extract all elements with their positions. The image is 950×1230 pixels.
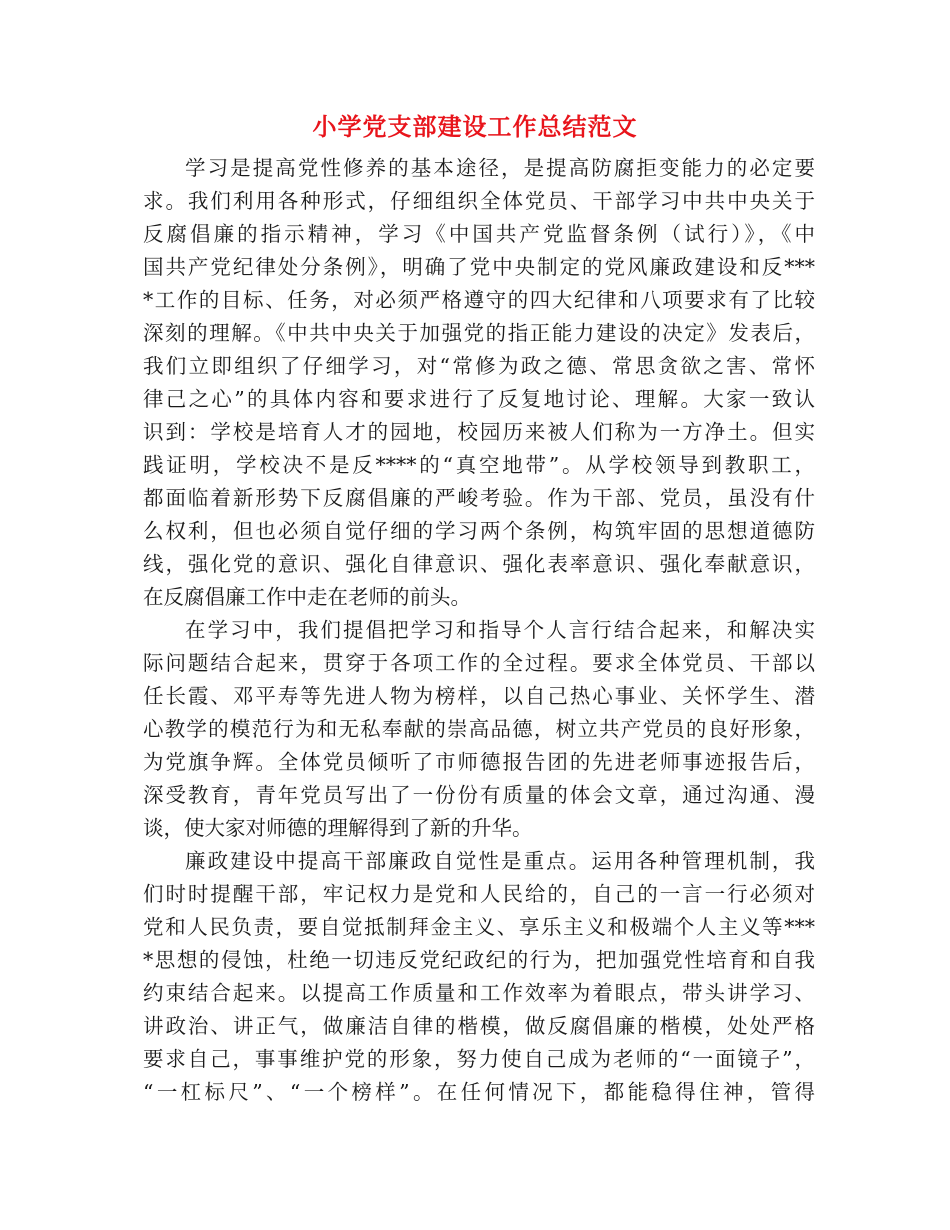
text-line: 廉政建设中提高干部廉政自觉性是重点。运用各种管理机制，我 bbox=[185, 849, 815, 873]
paragraph-3 bbox=[143, 845, 815, 1109]
text-line: 要求自己，事事维护党的形象，努力使自己成为老师的“一面镜子”， bbox=[143, 1047, 815, 1071]
text-line: 谈，使大家对师德的理解得到了新的升华。 bbox=[143, 816, 533, 840]
text-line: *思想的侵蚀，杜绝一切违反党纪政纪的行为，把加强党性培育和自我 bbox=[143, 948, 815, 972]
text-line: “一杠标尺”、“一个榜样”。在任何情况下，都能稳得住神，管得 bbox=[143, 1080, 815, 1104]
text-line: 践证明，学校决不是反****的“真空地带”。从学校领导到教职工， bbox=[143, 453, 815, 477]
text-line: *工作的目标、任务，对必须严格遵守的四大纪律和八项要求有了比较 bbox=[143, 288, 815, 312]
text-line: 识到：学校是培育人才的园地，校园历来被人们称为一方净土。但实 bbox=[143, 420, 815, 444]
text-line: 在反腐倡廉工作中走在老师的前头。 bbox=[143, 585, 471, 609]
text-line: 线，强化党的意识、强化自律意识、强化表率意识、强化奉献意识， bbox=[143, 552, 815, 576]
text-line: 反腐倡廉的指示精神，学习《中国共产党监督条例（试行）》，《中 bbox=[143, 222, 815, 246]
text-line: 讲政治、讲正气，做廉洁自律的楷模，做反腐倡廉的楷模，处处严格 bbox=[143, 1014, 815, 1038]
paragraph-1 bbox=[143, 152, 815, 614]
text-line: 深受教育，青年党员写出了一份份有质量的体会文章，通过沟通、漫 bbox=[143, 783, 815, 807]
text-line: 心教学的模范行为和无私奉献的崇高品德，树立共产党员的良好形象， bbox=[143, 717, 815, 741]
document-title: 小学党支部建设工作总结范文 bbox=[312, 112, 638, 141]
text-line: 求。我们利用各种形式，仔细组织全体党员、干部学习中共中央关于 bbox=[143, 189, 815, 213]
text-line: 任长霞、邓平寿等先进人物为榜样，以自己热心事业、关怀学生、潜 bbox=[143, 684, 815, 708]
text-line: 律己之心”的具体内容和要求进行了反复地讨论、理解。大家一致认 bbox=[143, 387, 815, 411]
text-line: 约束结合起来。以提高工作质量和工作效率为着眼点，带头讲学习、 bbox=[143, 981, 815, 1005]
text-line: 党和人民负责，要自觉抵制拜金主义、享乐主义和极端个人主义等*** bbox=[143, 915, 815, 939]
text-line: 国共产党纪律处分条例》，明确了党中央制定的党风廉政建设和反*** bbox=[143, 255, 815, 279]
paragraph-2 bbox=[143, 614, 815, 845]
text-line: 都面临着新形势下反腐倡廉的严峻考验。作为干部、党员，虽没有什 bbox=[143, 486, 815, 510]
text-line: 深刻的理解。《中共中央关于加强党的指正能力建设的决定》发表后， bbox=[143, 321, 815, 345]
text-line: 在学习中，我们提倡把学习和指导个人言行结合起来，和解决实 bbox=[185, 618, 815, 642]
text-line: 为党旗争辉。全体党员倾听了市师德报告团的先进老师事迹报告后， bbox=[143, 750, 815, 774]
document-body bbox=[143, 152, 815, 1109]
text-line: 们时时提醒干部，牢记权力是党和人民给的，自己的一言一行必须对 bbox=[143, 882, 815, 906]
text-line: 际问题结合起来，贯穿于各项工作的全过程。要求全体党员、干部以 bbox=[143, 651, 815, 675]
text-line: 我们立即组织了仔细学习，对“常修为政之德、常思贪欲之害、常怀 bbox=[143, 354, 815, 378]
text-line: 学习是提高党性修养的基本途径，是提高防腐拒变能力的必定要 bbox=[185, 156, 815, 180]
text-line: 么权利，但也必须自觉仔细的学习两个条例，构筑牢固的思想道德防 bbox=[143, 519, 815, 543]
